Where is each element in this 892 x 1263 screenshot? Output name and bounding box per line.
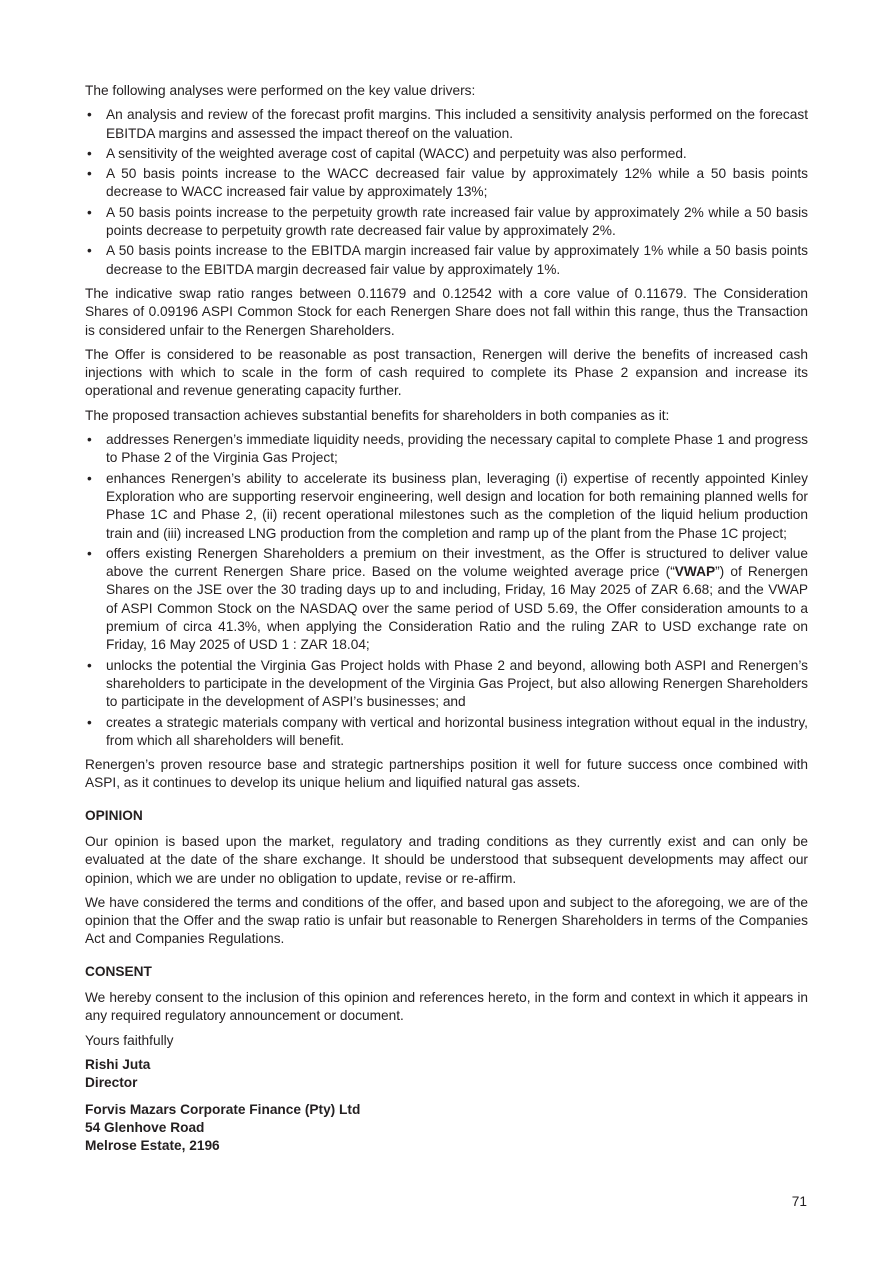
swap-ratio-paragraph: The indicative swap ratio ranges between 0.11679 and 0.12542 with a core value of 0.11679. The Consideration Shares of 0.09196 ASPI Common Stock for each Renergen Share does not fall within this range, thus the Transaction is considered unfair to the Renergen Shareholders. [85, 285, 808, 338]
firm-name: Forvis Mazars Corporate Finance (Pty) Ltd [85, 1101, 361, 1117]
list-item: • enhances Renergen’s ability to accelerate its business plan, leveraging (i) expertise of recently appointed Kinley Exploration who are supporting reservoir engineering, well design and location for both remaining planned wells for Phase 1C and Phase 2, (ii) recent operational milestones such as the completion of the liquid helium production train and (iii) increased LNG production from the completion and ramp up of the plant from the Phase 1C project; [85, 470, 808, 543]
consent-paragraph: We hereby consent to the inclusion of this opinion and references hereto, in the form and context in which it appears in any required regulatory announcement or document. [85, 990, 808, 1024]
address-line-1: 54 Glenhove Road [85, 1119, 205, 1135]
list-item: • A 50 basis points increase to the WACC decreased fair value by approximately 12% while a 50 basis points decrease to WACC increased fair value by approximately 13%; [85, 165, 808, 202]
benefits-list [85, 431, 808, 750]
resource-paragraph: Renergen’s proven resource base and strategic partnerships position it well for future success once combined with ASPI, as it continues to develop its unique helium and liquified natural gas assets. [85, 757, 808, 791]
address-line-2: Melrose Estate, 2196 [85, 1138, 220, 1154]
document-page [85, 82, 808, 1161]
reasonable-paragraph: The Offer is considered to be reasonable as post transaction, Renergen will derive the benefits of increased cash injections with which to scale in the form of cash required to complete its Phase 2 expansion and increase its operational and revenue generating capacity further. [85, 346, 808, 399]
page-number: 71 [791, 1194, 807, 1209]
signatory-title: Director [85, 1075, 138, 1091]
list-item: • An analysis and review of the forecast profit margins. This included a sensitivity analysis performed on the forecast EBITDA margins and assessed the impact thereof on the valuation. [85, 106, 808, 143]
drivers-intro: The following analyses were performed on the key value drivers: [85, 83, 476, 98]
signatory-name: Rishi Juta [85, 1056, 151, 1072]
list-item: • A 50 basis points increase to the EBITDA margin increased fair value by approximately 1% while a 50 basis points decrease to the EBITDA margin decreased fair value by approximately 1%. [85, 242, 808, 279]
signatory [85, 1056, 808, 1093]
vwap-term: VWAP [674, 564, 716, 580]
list-item [85, 545, 808, 655]
list-item: • A sensitivity of the weighted average cost of capital (WACC) and perpetuity was also performed. [85, 145, 808, 163]
closing-line: Yours faithfully [85, 1032, 174, 1048]
opinion-heading: OPINION [85, 807, 143, 823]
benefits-intro: The proposed transaction achieves substantial benefits for shareholders in both companies as it: [85, 407, 670, 423]
list-item: • addresses Renergen’s immediate liquidity needs, providing the necessary capital to complete Phase 1 and progress to Phase 2 of the Virginia Gas Project; [85, 431, 808, 468]
drivers-list [85, 106, 808, 279]
opinion-paragraph-2: We have considered the terms and conditions of the offer, and based upon and subject to the aforegoing, we are of the opinion that the Offer and the swap ratio is unfair but reasonable to Renergen Shareholders in terms of the Companies Act and Companies Regulations. [85, 894, 808, 947]
opinion-paragraph-1: Our opinion is based upon the market, regulatory and trading conditions as they currently exist and can only be evaluated at the date of the share exchange. It should be understood that subsequent developments may affect our opinion, which we are under no obligation to update, revise or re-affirm. [85, 833, 808, 886]
firm-address-block [85, 1101, 808, 1156]
list-item: • unlocks the potential the Virginia Gas Project holds with Phase 2 and beyond, allowing both ASPI and Renergen’s shareholders to participate in the development of the Virginia Gas Project, but also allowing Renergen Shareholders to participate in the development of ASPI’s businesses; and [85, 657, 808, 712]
vwap-text-post: ”) of Renergen Shares on the JSE over the 30 trading days up to and including, Friday, 16 May 2025 of ZAR 6.68; and the VWAP of ASPI Common Stock on the NASDAQ over the same period of USD 5.69, the Offer consideration amounts to a premium of circa 41.3%, when applying the Consideration Ratio and the ruling ZAR to USD exchange rate on Friday, 16 May 2025 of USD 1 : ZAR 18.04; [106, 564, 808, 653]
consent-heading: CONSENT [85, 963, 152, 979]
list-item: • creates a strategic materials company with vertical and horizontal business integration without equal in the industry, from which all shareholders will benefit. [85, 714, 808, 751]
list-item: • A 50 basis points increase to the perpetuity growth rate increased fair value by approximately 2% while a 50 basis points decrease to perpetuity growth rate decreased fair value by approximately 2%. [85, 204, 808, 241]
vwap-text-pre: offers existing Renergen Shareholders a premium on their investment, as the Offer is structured to deliver value above the current Renergen Share price. Based on the volume weighted average price (“ [106, 545, 808, 580]
